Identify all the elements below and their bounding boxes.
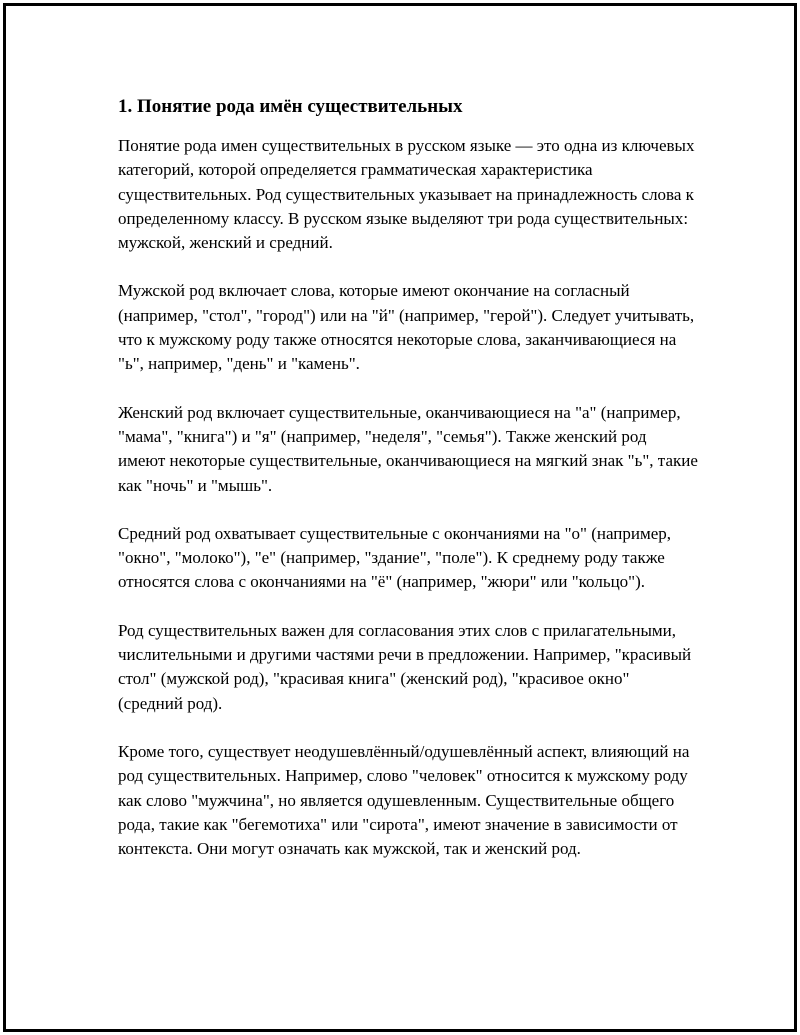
- paragraph-neuter: Средний род охватывает существительные с окончаниями на "о" (например, "окно", "молоко"), "е" (например, "здание", "поле"). К среднему роду также относятся слова с окончаниями на "ё" (например, "жюри" или "кольцо").: [118, 523, 672, 592]
- document-body: [118, 94, 698, 885]
- section-heading: 1. Понятие рода имён существительных: [118, 96, 463, 117]
- paragraph-intro: Понятие рода имен существительных в русском языке — это одна из ключевых категорий, которой определяется грамматическая характеристика существительных. Род существительных указывает на принадлежность слова к определенному классу. В русском языке выделяют три рода существительных: мужской, женский и средний.: [118, 136, 695, 253]
- paragraph-feminine: Женский род включает существительные, оканчивающиеся на "а" (например, "мама", "книга") и "я" (например, "неделя", "семья"). Также женский род имеют некоторые существительные, оканчивающиеся на мягкий знак "ь", такие как "ночь" и "мышь".: [118, 402, 698, 495]
- paragraph-masculine: Мужской род включает слова, которые имеют окончание на согласный (например, "стол", "город") или на "й" (например, "герой"). Следует учитывать, что к мужскому роду также относятся некоторые слова, заканчивающиеся на "ь", например, "день" и "камень".: [118, 281, 695, 374]
- paragraph-animacy: Кроме того, существует неодушевлённый/одушевлённый аспект, влияющий на род существительных. Например, слово "человек" относится к мужскому роду как слово "мужчина", но является одушевленным. Существительные общего рода, такие как "бегемотиха" или "сирота", имеют значение в зависимости от контекста. Они могут означать как мужской, так и женский род.: [118, 741, 690, 859]
- paragraph-agreement: Род существительных важен для согласования этих слов с прилагательными, числительными и другими частями речи в предложении. Например, "красивый стол" (мужской род), "красивая книга" (женский род), "красивое окно" (средний род).: [118, 620, 692, 713]
